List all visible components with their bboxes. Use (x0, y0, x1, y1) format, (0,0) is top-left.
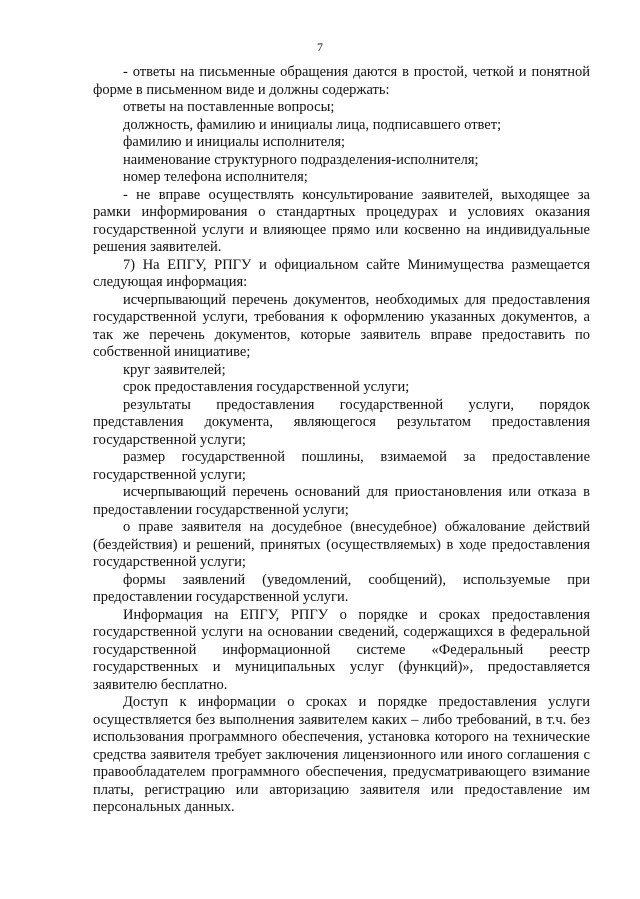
paragraph-consulting-limits: - не вправе осуществлять консультирование заявителей, выходящее за рамки информирования о стандартных процедурах и условиях оказания государственной услуги и влияющее прямо или косвенно на индивидуальные решения заявителей. (93, 186, 590, 255)
list-item-documents: исчерпывающий перечень документов, необходимых для предоставления государственной услуги, требования к оформлению указанных документов, а так же перечень документов, которые заявитель вправе предоставить по собственной инициативе; (93, 291, 590, 360)
page-number: 7 (317, 40, 323, 54)
paragraph-written-responses: - ответы на письменные обращения даются в простой, четкой и понятной форме в письменном виде и должны содержать: (93, 64, 590, 98)
list-item-refusal-grounds: исчерпывающий перечень оснований для приостановления или отказа в предоставлении государственной услуги; (93, 484, 590, 518)
list-item-applicants: круг заявителей; (123, 361, 226, 378)
list-item-appeal-right: о праве заявителя на досудебное (внесудебное) обжалование действий (бездействия) и решений, принятых (осуществляемых) в ходе предоставления государственной услуги; (93, 519, 590, 570)
paragraph-access-conditions: Доступ к информации о сроках и порядке предоставления услуги осуществляется без выполнения заявителем каких – либо требований, в т.ч. без использования программного обеспечения, установка которого на технические средства заявителя требует заключения лицензионного или иного соглашения с правообладателем программного обеспечения, предусматривающего взимание платы, регистрацию или авторизацию заявителя или предоставление им персональных данных. (93, 694, 590, 815)
list-item-results: результаты предоставления государственной услуги, порядок представления документа, являющегося результатом предоставления государственной услуги; (93, 396, 590, 448)
list-item-signer: должность, фамилию и инициалы лица, подписавшего ответ; (123, 116, 502, 133)
list-item-answers: ответы на поставленные вопросы; (123, 99, 335, 115)
list-item-executor-name: фамилию и инициалы исполнителя; (123, 134, 346, 150)
document-body (93, 64, 590, 817)
list-item-term: срок предоставления государственной услуги; (123, 379, 410, 395)
list-item-phone: номер телефона исполнителя; (123, 169, 308, 185)
list-item-department: наименование структурного подразделения-исполнителя; (123, 151, 479, 168)
list-item-forms: формы заявлений (уведомлений, сообщений), используемые при предоставлении государственной услуги. (93, 571, 590, 605)
paragraph-section-7: 7) На ЕПГУ, РПГУ и официальном сайте Минимущества размещается следующая информация: (93, 256, 590, 290)
list-item-fee: размер государственной пошлины, взимаемой за предоставление государственной услуги; (93, 449, 590, 483)
paragraph-free-information: Информация на ЕПГУ, РПГУ о порядке и сроках предоставления государственной услуги на основании сведений, содержащихся в федеральной государственной информационной системе «Федеральный реестр государственных и муниципальных услуг (функций)», предоставляется заявителю бесплатно. (93, 606, 590, 693)
